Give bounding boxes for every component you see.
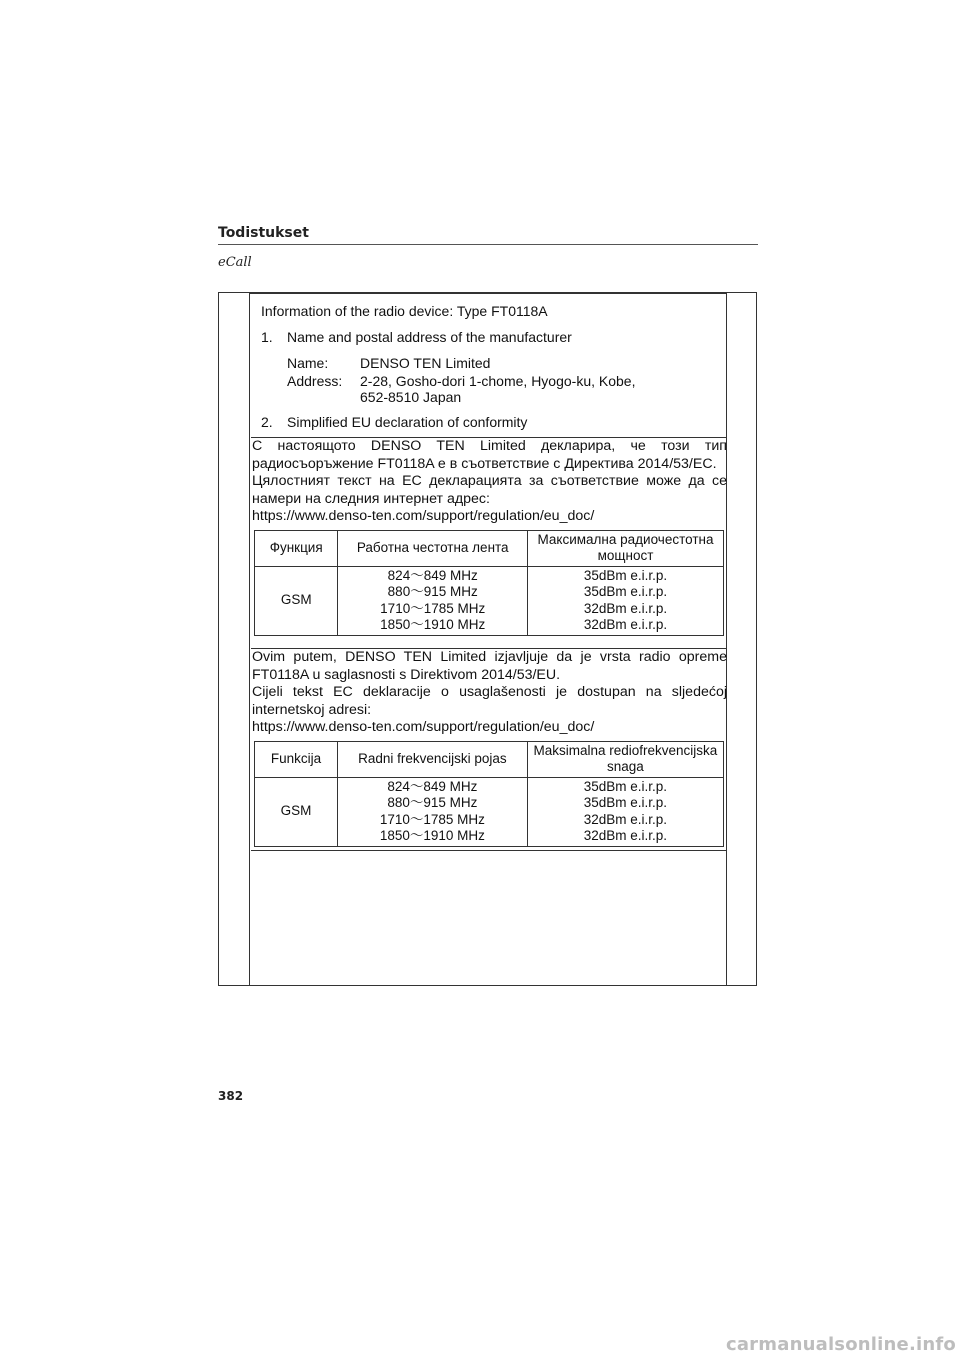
band-value: 824～849 MHz [387, 778, 478, 794]
bulgarian-url: https://www.denso-ten.com/support/regulation/eu_doc/ [252, 508, 595, 524]
header-band: Radni frekvencijski pojas [337, 741, 527, 777]
table-row [255, 566, 724, 635]
header-band: Работна честотна лента [338, 530, 528, 566]
bulgarian-declaration [251, 437, 727, 636]
power-value: 35dBm e.i.r.p. [583, 778, 668, 794]
bulgarian-spec-table [254, 530, 724, 636]
address-line-2: 652-8510 Japan [360, 389, 462, 405]
name-value: DENSO TEN Limited [360, 355, 491, 371]
power-value: 32dBm e.i.r.p. [583, 828, 668, 843]
address-label: Address: [287, 373, 343, 389]
item-2-number: 2. [261, 414, 273, 430]
item-1-text: Name and postal address of the manufacturer [287, 329, 572, 345]
power-value: 35dBm e.i.r.p. [583, 567, 668, 583]
band-cell [338, 566, 528, 635]
band-value: 880～915 MHz [387, 795, 478, 810]
band-value: 1710～1785 MHz [379, 811, 485, 827]
table-row [255, 777, 724, 846]
band-value: 1850～1910 MHz [379, 828, 485, 843]
band-value: 1710～1785 MHz [380, 600, 486, 616]
bulgarian-paragraph-1: С настоящото DENSO TEN Limited декларира, че този тип радиосъоръжение FT0118A е в съответствие с Директива 2014/53/ЕС. [252, 438, 727, 472]
croatian-spec-table [254, 741, 724, 847]
power-value: 35dBm e.i.r.p. [583, 584, 668, 599]
power-value: 32dBm e.i.r.p. [583, 617, 668, 632]
section-subtitle: eCall [218, 255, 252, 270]
header-function: Функция [255, 530, 338, 566]
inner-frame-top [249, 293, 727, 294]
band-value: 880～915 MHz [387, 584, 478, 599]
table-header-row [255, 741, 724, 777]
croatian-paragraph-2: Cijeli tekst EC deklaracije o usaglašenosti je dostupan na sljedećoj internetskoj adresi: [252, 684, 727, 718]
band-value: 824～849 MHz [387, 567, 478, 583]
power-cell [527, 777, 723, 846]
document-inner-frame [249, 292, 727, 986]
header-function: Funkcija [255, 741, 338, 777]
croatian-url: https://www.denso-ten.com/support/regulation/eu_doc/ [252, 719, 595, 735]
info-heading: Information of the radio device: Type FT0118A [261, 303, 548, 319]
table-header-row [255, 530, 724, 566]
power-value: 35dBm e.i.r.p. [583, 795, 668, 810]
croatian-paragraph-1: Ovim putem, DENSO TEN Limited izjavljuje da je vrsta radio opreme FT0118A u saglasnosti s Direktivom 2014/53/EU. [252, 649, 727, 683]
power-cell [528, 566, 724, 635]
item-2-text: Simplified EU declaration of conformity [287, 414, 528, 430]
watermark: carmanualsonline.info [725, 1334, 956, 1355]
bulgarian-paragraph-2: Цялостният текст на ЕС декларацията за съответствие може да се намери на следния интернет адрес: [252, 473, 727, 507]
band-value: 1850～1910 MHz [380, 617, 486, 632]
function-cell: GSM [255, 777, 338, 846]
header-divider [218, 244, 758, 245]
power-value: 32dBm e.i.r.p. [583, 811, 668, 827]
band-cell [337, 777, 527, 846]
header-power: Максимална радиочестотна мощност [528, 530, 724, 566]
function-cell: GSM [255, 566, 338, 635]
page-number: 382 [218, 1089, 244, 1103]
address-line-1: 2-28, Gosho-dori 1-chome, Hyogo-ku, Kobe, [360, 373, 636, 389]
header-power: Maksimalna rediofrekvencijska snaga [527, 741, 723, 777]
croatian-declaration [251, 648, 727, 851]
item-1-number: 1. [261, 329, 273, 345]
name-label: Name: [287, 355, 329, 371]
section-title: Todistukset [218, 225, 309, 241]
power-value: 32dBm e.i.r.p. [583, 600, 668, 616]
